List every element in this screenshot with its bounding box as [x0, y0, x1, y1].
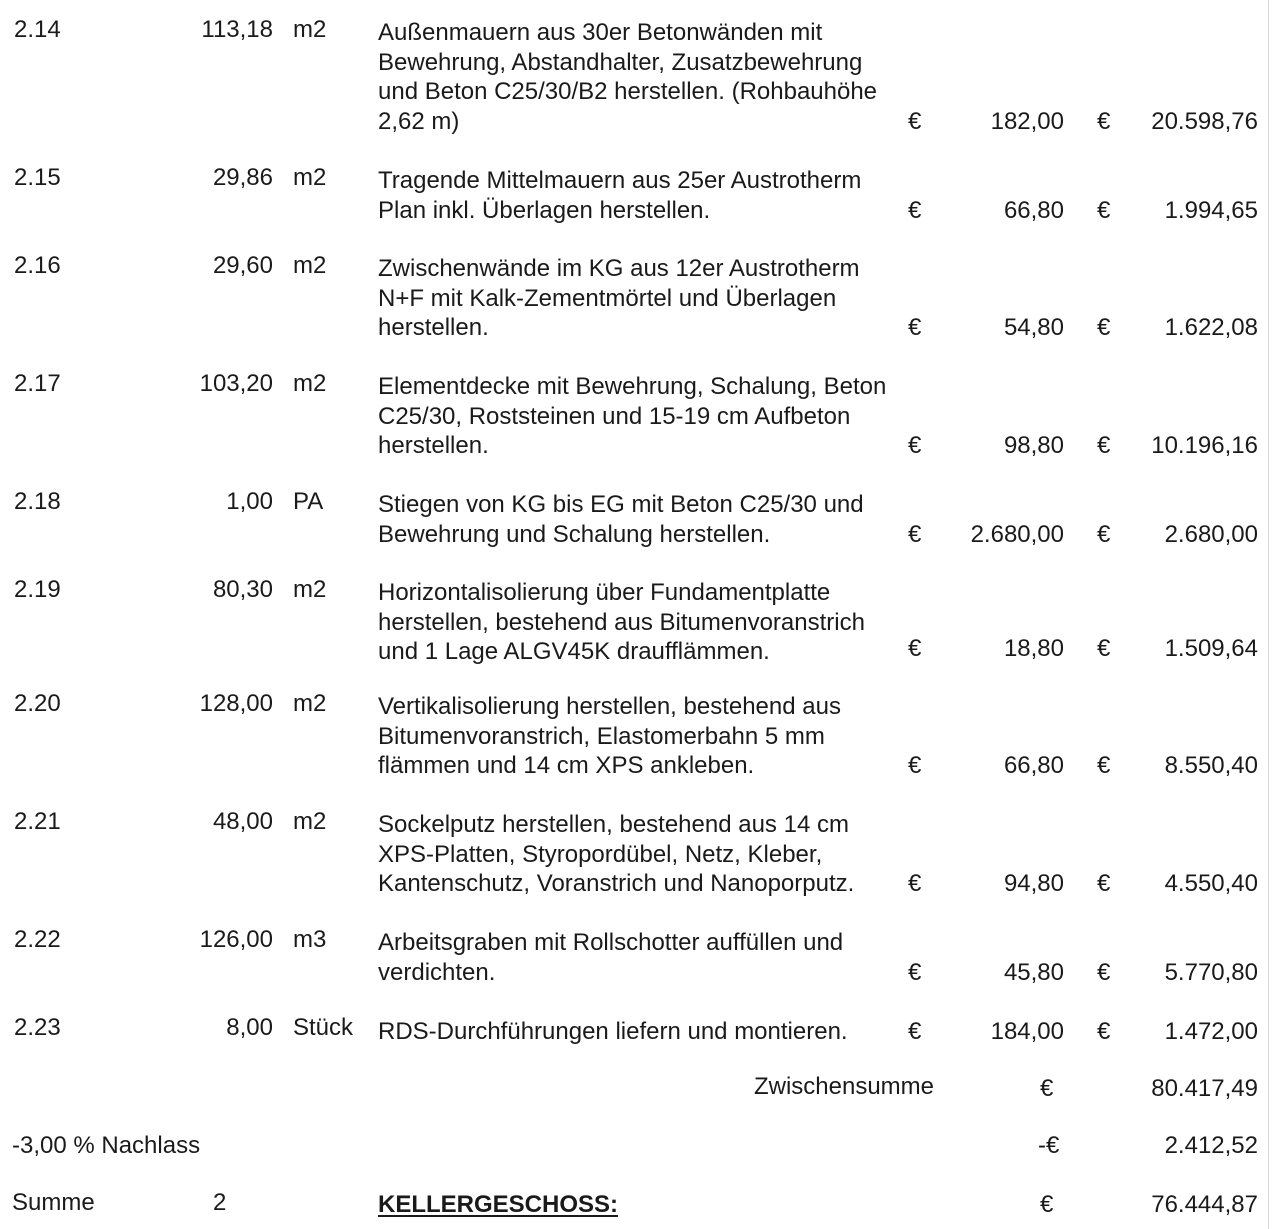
unit: m2	[293, 370, 327, 397]
total-price: 8.550,40	[1164, 752, 1258, 779]
unit-price-currency: €	[908, 635, 922, 662]
unit-price: 54,80	[1003, 314, 1064, 341]
unit: m2	[293, 808, 327, 835]
unit-price: 182,00	[990, 108, 1064, 135]
position-number: 2.18	[14, 488, 61, 515]
position-number: 2.23	[14, 1014, 61, 1041]
total-price: 2.680,00	[1164, 521, 1258, 548]
description: Tragende Mittelmauern aus 25er Austrotherm Plan inkl. Überlagen herstellen.	[378, 167, 862, 224]
unit: m2	[293, 690, 327, 717]
total-price: 1.472,00	[1164, 1018, 1258, 1045]
unit: m2	[293, 576, 327, 603]
subtotal-currency: €	[1040, 1075, 1054, 1102]
unit-price: 2.680,00	[970, 521, 1064, 548]
unit-price: 66,80	[1003, 197, 1064, 224]
total-currency: €	[1097, 521, 1111, 548]
quantity: 29,60	[212, 252, 273, 279]
quantity: 8,00	[226, 1014, 273, 1041]
total-currency: €	[1097, 314, 1111, 341]
sum-label: Summe	[12, 1189, 95, 1216]
total-price: 1.994,65	[1164, 197, 1258, 224]
description: RDS-Durchführungen liefern und montieren.	[378, 1018, 848, 1045]
quantity: 80,30	[212, 576, 273, 603]
page-edge-line	[1268, 0, 1269, 1229]
description: Elementdecke mit Bewehrung, Schalung, Beton C25/30, Roststeinen und 15-19 cm Aufbeton herstellen.	[378, 373, 887, 459]
discount-currency: -€	[1038, 1132, 1060, 1159]
unit-price: 184,00	[990, 1018, 1064, 1045]
position-number: 2.16	[14, 252, 61, 279]
unit-price-currency: €	[908, 521, 922, 548]
position-number: 2.21	[14, 808, 61, 835]
quantity: 29,86	[212, 164, 273, 191]
description: Vertikalisolierung herstellen, bestehend aus Bitumenvoranstrich, Elastomerbahn 5 mm flämmen und 14 cm XPS ankleben.	[378, 693, 841, 779]
unit: m2	[293, 164, 327, 191]
total-price: 10.196,16	[1151, 432, 1258, 459]
unit-price-currency: €	[908, 959, 922, 986]
total-currency: €	[1097, 635, 1111, 662]
sum-number: 2	[213, 1189, 227, 1216]
quantity: 1,00	[226, 488, 273, 515]
quantity: 103,20	[199, 370, 273, 397]
discount-amount: 2.412,52	[1164, 1132, 1258, 1159]
unit-price: 66,80	[1003, 752, 1064, 779]
unit-price-currency: €	[908, 752, 922, 779]
unit: Stück	[293, 1014, 354, 1041]
quantity: 48,00	[212, 808, 273, 835]
position-number: 2.17	[14, 370, 61, 397]
total-currency: €	[1097, 108, 1111, 135]
position-number: 2.22	[14, 926, 61, 953]
total-currency: €	[1097, 432, 1111, 459]
subtotal-amount: 80.417,49	[1151, 1075, 1258, 1102]
description: Stiegen von KG bis EG mit Beton C25/30 und Bewehrung und Schalung herstellen.	[378, 491, 864, 548]
position-number: 2.20	[14, 690, 61, 717]
quantity: 113,18	[201, 16, 273, 43]
total-price: 5.770,80	[1164, 959, 1258, 986]
description: Sockelputz herstellen, bestehend aus 14 cm XPS-Platten, Styropordübel, Netz, Kleber, Kantenschutz, Voranstrich und Nanoporputz.	[378, 811, 855, 897]
unit-price: 18,80	[1003, 635, 1064, 662]
total-currency: €	[1097, 959, 1111, 986]
unit-price: 98,80	[1003, 432, 1064, 459]
unit-price-currency: €	[908, 197, 922, 224]
unit-price: 45,80	[1003, 959, 1064, 986]
total-price: 20.598,76	[1151, 108, 1258, 135]
unit-price-currency: €	[908, 432, 922, 459]
unit-price-currency: €	[908, 314, 922, 341]
total-price: 1.622,08	[1164, 314, 1258, 341]
position-number: 2.15	[14, 164, 61, 191]
description: Arbeitsgraben mit Rollschotter auffüllen und verdichten.	[378, 929, 844, 986]
unit-price-currency: €	[908, 1018, 922, 1045]
total-price: 4.550,40	[1164, 870, 1258, 897]
quantity: 126,00	[199, 926, 273, 953]
description: Außenmauern aus 30er Betonwänden mit Bewehrung, Abstandhalter, Zusatzbewehrung und Beton C25/30/B2 herstellen. (Rohbauhöhe 2,62 m)	[378, 19, 878, 135]
unit: PA	[293, 488, 324, 515]
discount-label: -3,00 % Nachlass	[12, 1132, 201, 1159]
unit: m2	[293, 16, 327, 43]
sum-amount: 76.444,87	[1151, 1191, 1258, 1218]
unit: m2	[293, 252, 327, 279]
quantity: 128,00	[199, 690, 273, 717]
description: Horizontalisolierung über Fundamentplatte herstellen, bestehend aus Bitumenvoranstrich und 1 Lage ALGV45K draufflämmen.	[378, 579, 865, 665]
total-currency: €	[1097, 870, 1111, 897]
unit-price-currency: €	[908, 870, 922, 897]
description: Zwischenwände im KG aus 12er Austrotherm N+F mit Kalk-Zementmörtel und Überlagen herstellen.	[378, 255, 860, 341]
position-number: 2.19	[14, 576, 61, 603]
total-currency: €	[1097, 1018, 1111, 1045]
total-currency: €	[1097, 197, 1111, 224]
sum-currency: €	[1040, 1191, 1054, 1218]
total-currency: €	[1097, 752, 1111, 779]
total-price: 1.509,64	[1164, 635, 1258, 662]
unit-price: 94,80	[1003, 870, 1064, 897]
unit: m3	[293, 926, 327, 953]
section-heading: KELLERGESCHOSS:	[378, 1191, 619, 1218]
position-number: 2.14	[14, 16, 61, 43]
unit-price-currency: €	[908, 108, 922, 135]
subtotal-label: Zwischensumme	[753, 1073, 934, 1100]
